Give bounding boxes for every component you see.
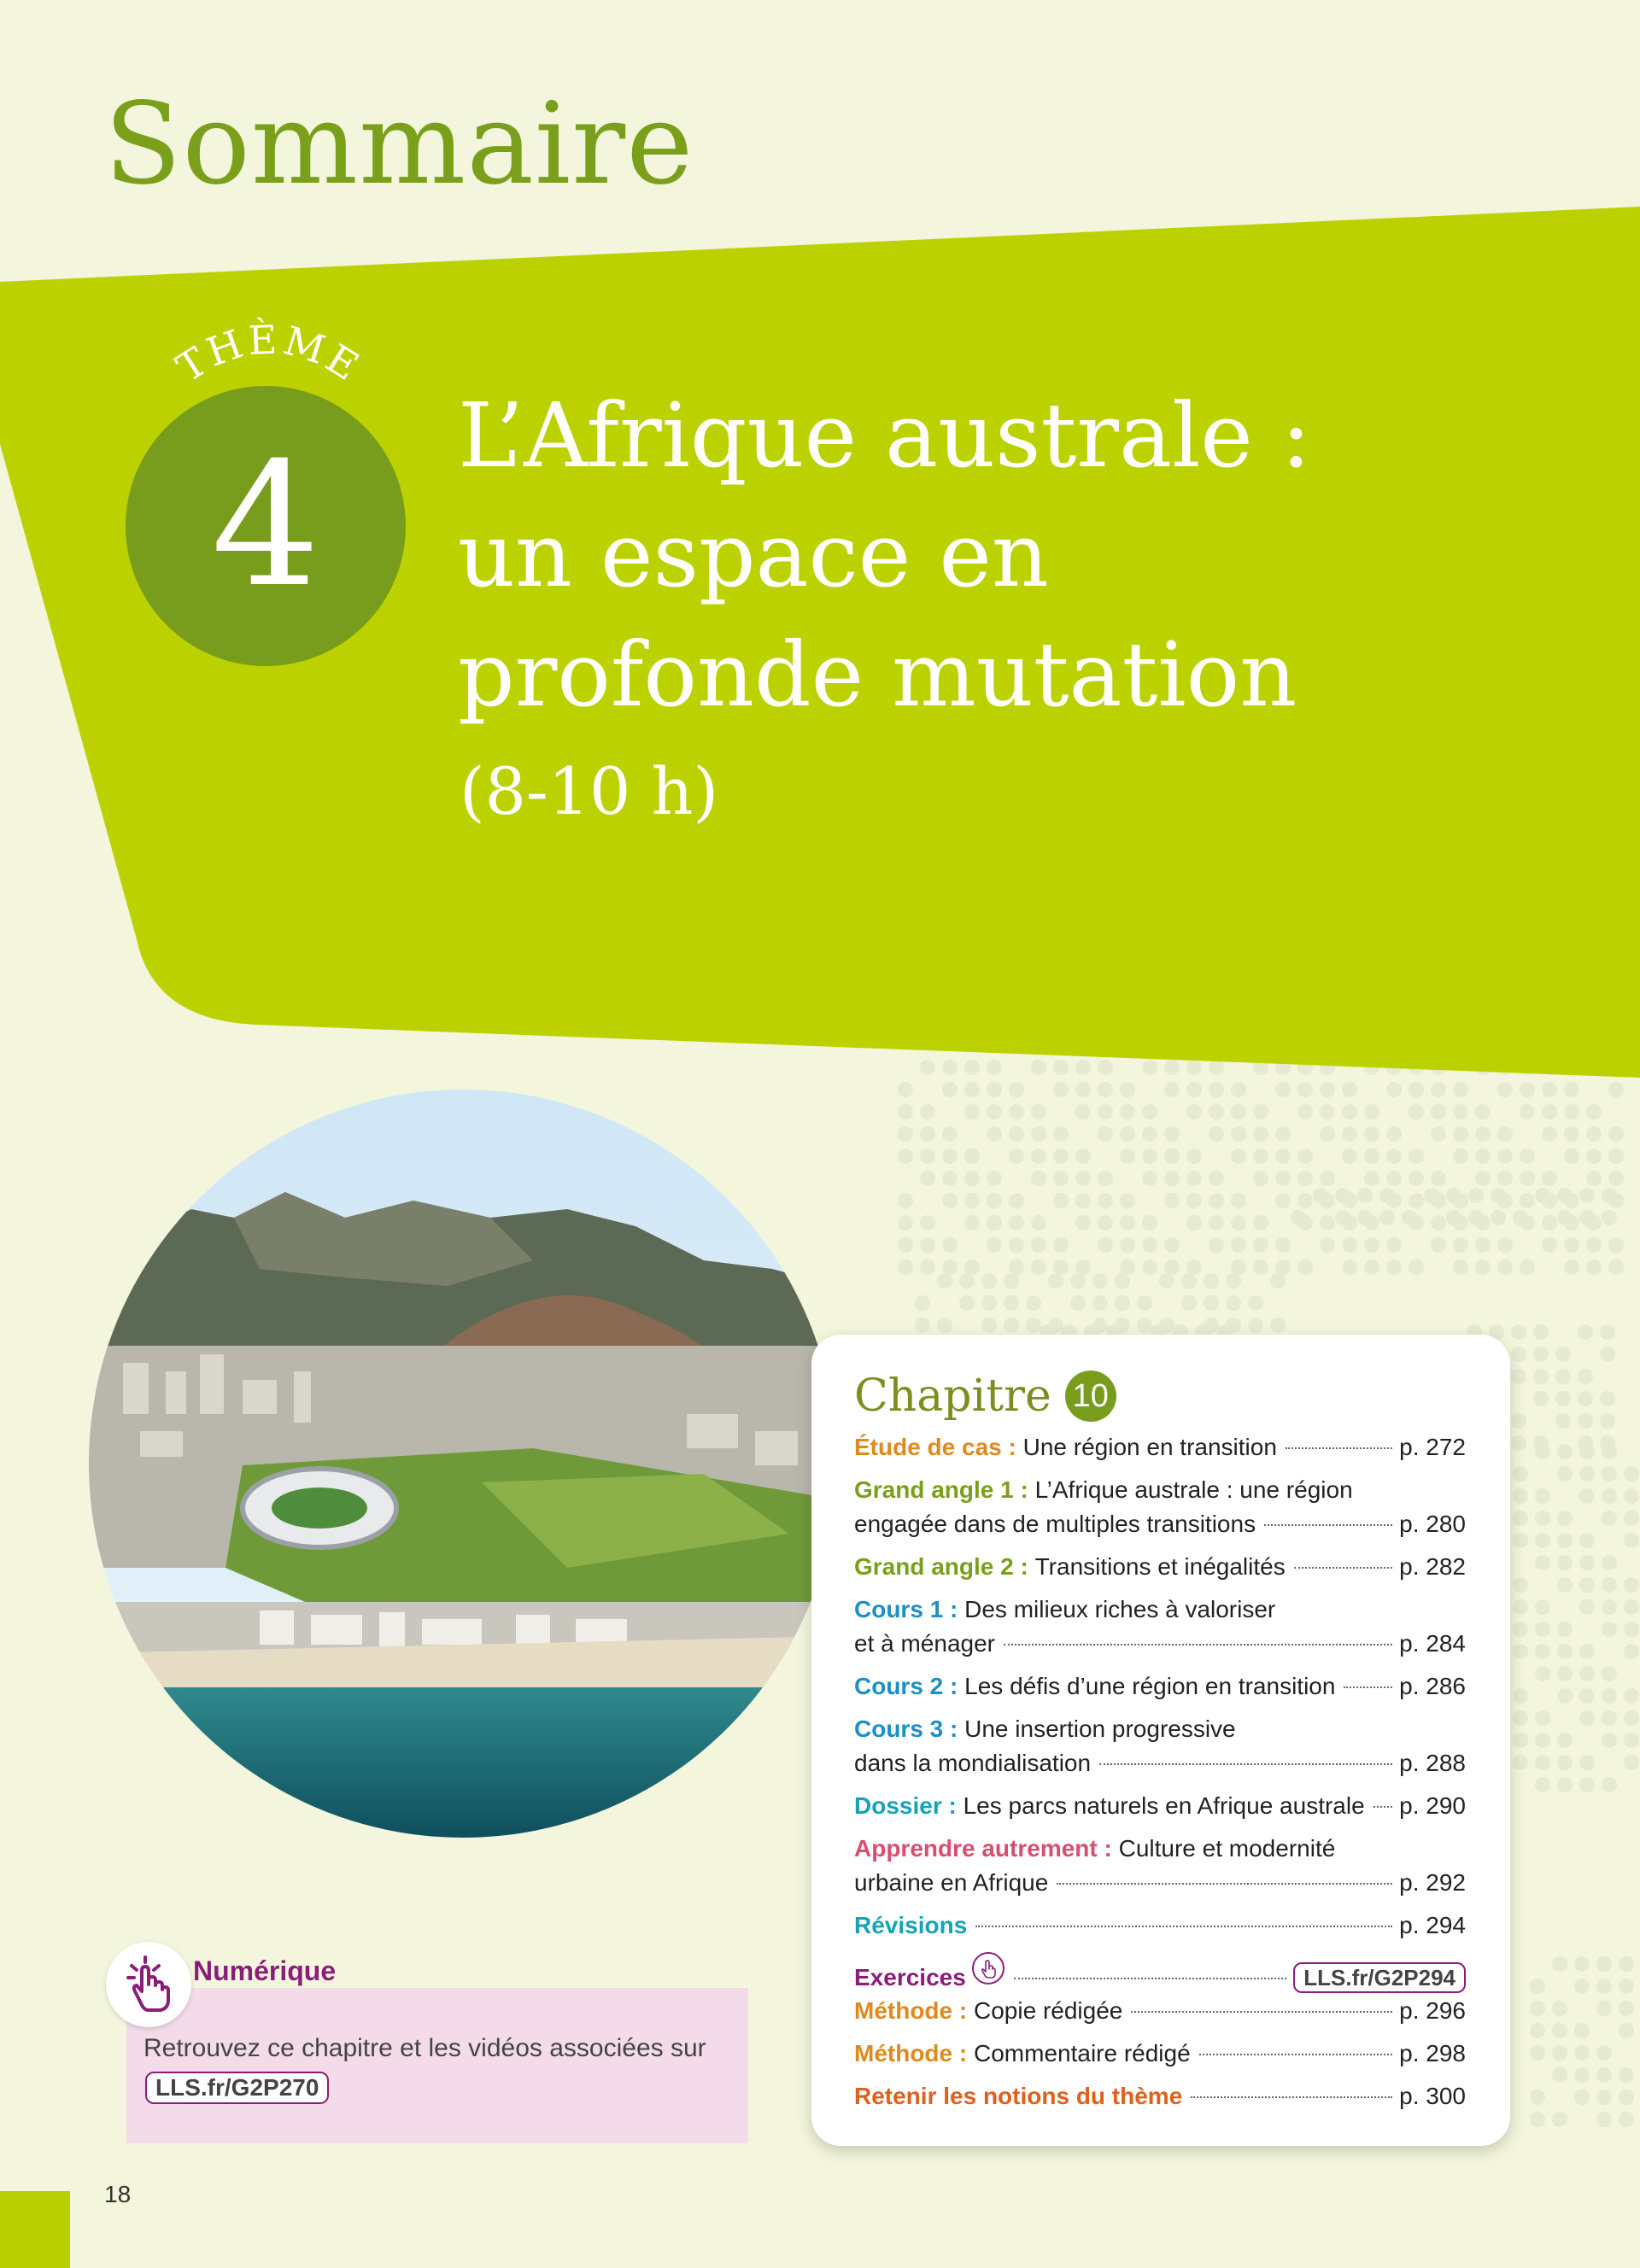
toc-entry-page: p. 296 xyxy=(1399,1997,1466,2024)
toc-entry-text: Une région en transition xyxy=(1022,1434,1277,1460)
toc-entry-text: Copie rédigée xyxy=(974,1997,1123,2024)
toc-entry-label: Cours 2 : xyxy=(854,1673,958,1699)
theme-title xyxy=(458,376,1483,734)
toc-entry-label: Méthode : xyxy=(854,2040,968,2066)
numerique-title: Numérique xyxy=(193,1955,337,1986)
chapter-heading xyxy=(854,1371,1116,1422)
touch-hand-icon xyxy=(106,1942,191,2027)
touch-hand-icon xyxy=(971,1951,1005,1985)
toc-entry[interactable] xyxy=(854,1789,1466,1823)
toc-entry[interactable] xyxy=(854,1550,1466,1584)
toc-entry-page: p. 286 xyxy=(1399,1673,1466,1699)
toc-entry-link[interactable]: LLS.fr/G2P294 xyxy=(1293,1962,1466,1993)
numerique-box xyxy=(126,1988,748,2143)
dot-leader xyxy=(1199,2054,1392,2055)
toc-entry[interactable] xyxy=(854,2037,1466,2071)
toc-entry[interactable] xyxy=(854,1593,1466,1661)
toc-entry-label: Dossier : xyxy=(854,1792,957,1819)
dot-leader xyxy=(975,1926,1392,1927)
theme-number: 4 xyxy=(211,426,320,625)
numerique-text: Retrouvez ce chapitre et les vidéos associées sur xyxy=(144,2034,706,2062)
toc-entry-text: Culture et modernité xyxy=(1118,1835,1336,1862)
toc-entry-text: L’Afrique australe : une région xyxy=(1034,1476,1353,1503)
chapter-label: Chapitre xyxy=(854,1371,1051,1422)
theme-title-line: un espace en xyxy=(458,503,1049,607)
dot-leader xyxy=(1014,1978,1286,1979)
toc-entry[interactable] xyxy=(854,1951,1466,1990)
chapter-toc xyxy=(854,1430,1466,2122)
toc-entry-text: engagée dans de multiples transitions xyxy=(854,1511,1256,1537)
numerique-link[interactable]: LLS.fr/G2P270 xyxy=(145,2072,329,2104)
toc-entry-text: Les parcs naturels en Afrique australe xyxy=(963,1792,1365,1819)
toc-entry-label: Cours 1 : xyxy=(854,1596,958,1622)
toc-entry-page: p. 280 xyxy=(1399,1511,1466,1537)
toc-entry-label: Grand angle 1 : xyxy=(854,1476,1028,1503)
toc-entry-page: p. 272 xyxy=(1399,1434,1466,1460)
toc-entry-page: p. 298 xyxy=(1399,2040,1466,2066)
toc-entry-label: Retenir les notions du thème xyxy=(854,2083,1183,2109)
theme-number-badge xyxy=(126,386,406,666)
dot-leader xyxy=(1374,1806,1392,1808)
toc-entry-label: Méthode : xyxy=(854,1997,968,2024)
dot-leader xyxy=(1191,2096,1392,2098)
dot-leader xyxy=(1344,1686,1392,1688)
toc-entry-text: Transitions et inégalités xyxy=(1034,1553,1286,1580)
toc-entry-text: et à ménager xyxy=(854,1630,995,1657)
toc-entry-text: Les défis d’une région en transition xyxy=(964,1673,1336,1699)
dot-leader xyxy=(1286,1447,1392,1449)
toc-entry-text: Des milieux riches à valoriser xyxy=(964,1596,1276,1622)
dot-leader xyxy=(1131,2011,1392,2013)
toc-entry-page: p. 284 xyxy=(1399,1630,1466,1657)
dot-leader xyxy=(1004,1644,1392,1645)
dot-leader xyxy=(1294,1567,1392,1569)
toc-entry-page: p. 290 xyxy=(1399,1792,1466,1819)
toc-entry-label: Étude de cas : xyxy=(854,1434,1016,1460)
dot-leader xyxy=(1057,1883,1392,1885)
toc-entry[interactable] xyxy=(854,1669,1466,1704)
toc-entry-text: Une insertion progressive xyxy=(964,1716,1236,1742)
toc-entry[interactable] xyxy=(854,1909,1466,1943)
toc-entry-label: Exercices xyxy=(854,1964,966,1990)
toc-entry[interactable] xyxy=(854,1473,1466,1541)
toc-entry-label: Grand angle 2 : xyxy=(854,1553,1028,1580)
theme-duration: (8-10 h) xyxy=(460,753,719,829)
toc-entry-page: p. 282 xyxy=(1399,1553,1466,1580)
toc-entry[interactable] xyxy=(854,1430,1466,1464)
toc-entry[interactable] xyxy=(854,1994,1466,2028)
toc-entry-text: urbaine en Afrique xyxy=(854,1869,1049,1896)
theme-title-line: L’Afrique australe : xyxy=(458,383,1311,488)
toc-entry[interactable] xyxy=(854,1832,1466,1900)
svg-text:THÈME: THÈME xyxy=(168,316,370,392)
toc-entry-label: Apprendre autrement : xyxy=(854,1835,1112,1862)
dot-leader xyxy=(1264,1524,1392,1526)
footer-accent-bar xyxy=(0,2191,70,2268)
dot-leader xyxy=(1099,1763,1392,1765)
toc-entry-page: p. 294 xyxy=(1399,1912,1466,1938)
toc-entry-label: Révisions xyxy=(854,1912,968,1938)
toc-entry-page: p. 300 xyxy=(1399,2083,1466,2109)
toc-entry-page: p. 292 xyxy=(1399,1869,1466,1896)
theme-title-line: profonde mutation xyxy=(458,623,1297,727)
cape-town-aerial-photo xyxy=(89,1090,837,1838)
toc-entry[interactable] xyxy=(854,2079,1466,2113)
page-title: Sommaire xyxy=(104,79,694,210)
toc-entry-label: Cours 3 : xyxy=(854,1716,958,1742)
page-number: 18 xyxy=(104,2181,132,2207)
chapter-card xyxy=(811,1335,1510,2146)
chapter-number-badge: 10 xyxy=(1065,1371,1116,1422)
toc-entry-text: Commentaire rédigé xyxy=(974,2040,1191,2066)
toc-entry-page: p. 288 xyxy=(1399,1750,1466,1776)
toc-entry-text: dans la mondialisation xyxy=(854,1750,1092,1776)
toc-entry[interactable] xyxy=(854,1712,1466,1780)
